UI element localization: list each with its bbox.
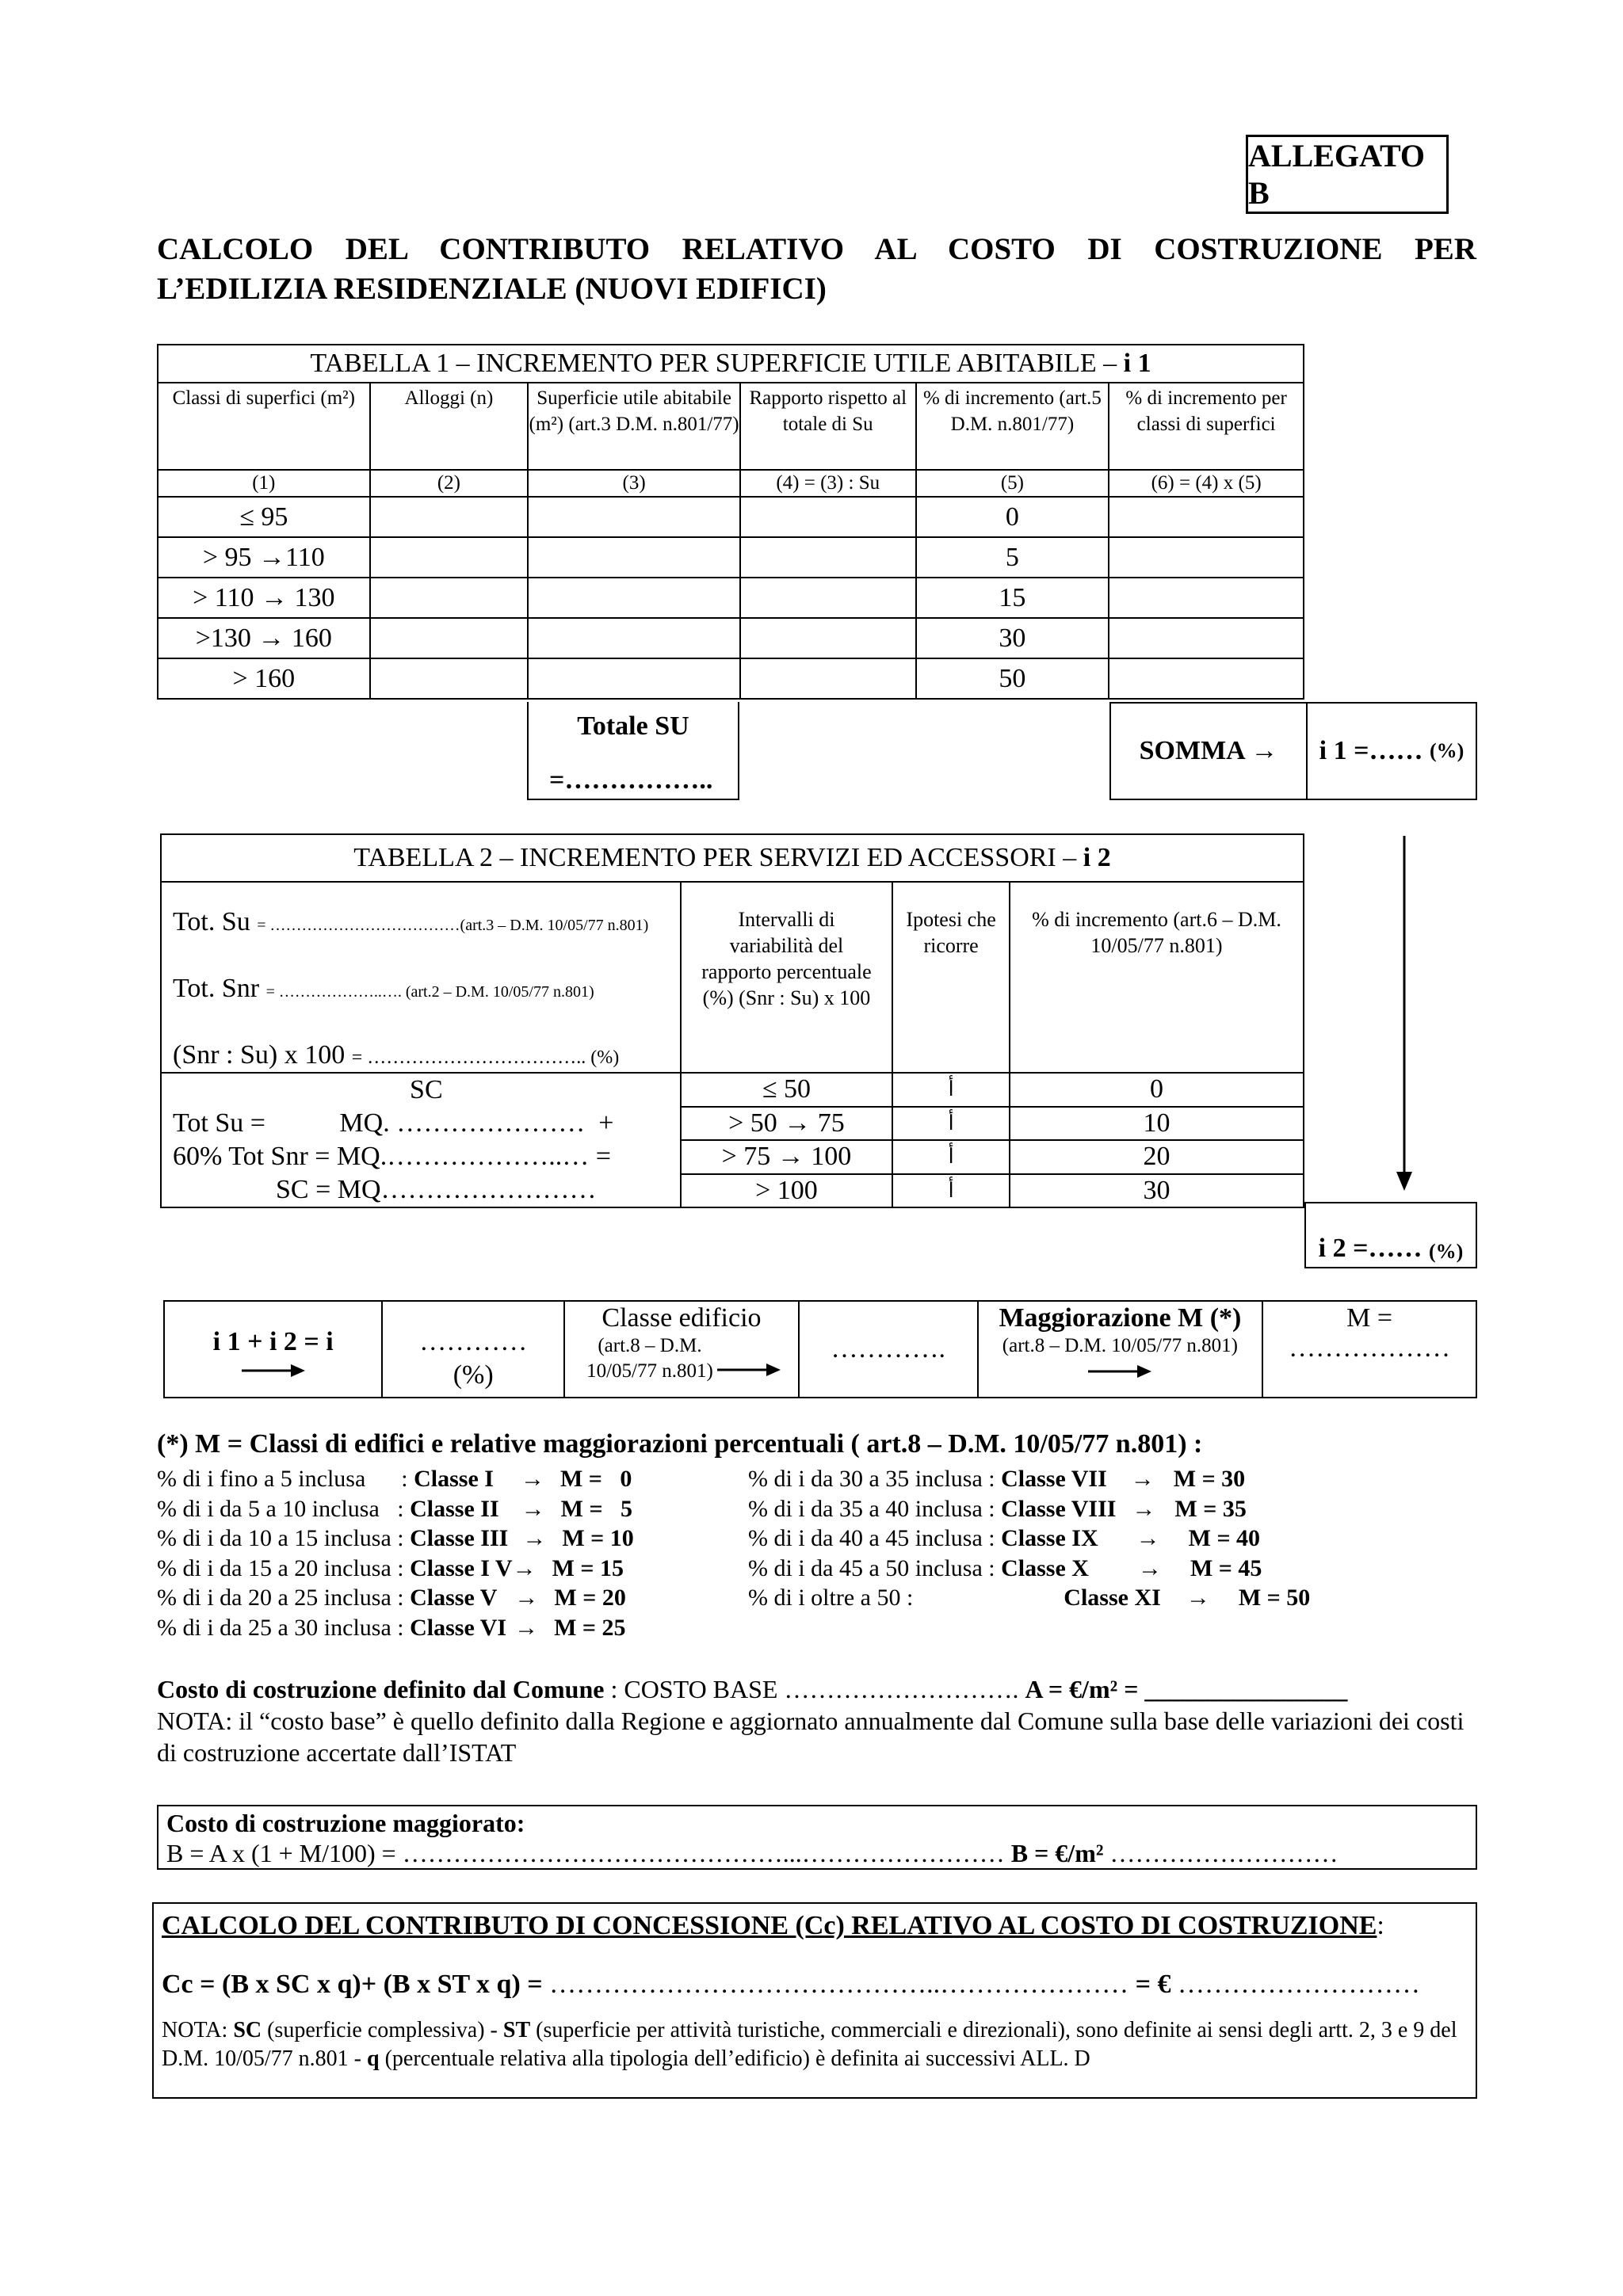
document-title-line1: CALCOLO DEL CONTRIBUTO RELATIVO AL COSTO DI COSTRUZIONE PER [157,232,1476,266]
formula-i: i 1 + i 2 = i [212,1327,334,1356]
classe-item: % di i da 45 a 50 inclusa : Classe X → M = 45 [748,1554,1262,1581]
classe-item: % di i da 35 a 40 inclusa : Classe VIII → M = 35 [748,1495,1247,1522]
classi-left-list [157,1464,634,1642]
sc-line-1[interactable]: Tot Su = MQ. ………………… + [173,1108,614,1138]
somma-box [1109,702,1477,800]
incremento-classe-input[interactable] [1109,578,1304,618]
incremento-cell: 0 [916,497,1109,537]
classe-item: % di i fino a 5 inclusa : Classe I → M = 0 [157,1466,632,1492]
incremento-cell: 50 [916,658,1109,699]
m-label: M = [1346,1303,1393,1333]
sc-cell [161,1073,681,1207]
col-number: (1) [158,470,370,497]
superficie-input[interactable] [528,618,740,658]
alloggi-input[interactable] [370,618,529,658]
right-arrow-icon [242,1361,305,1380]
contributo-title: CALCOLO DEL CONTRIBUTO DI CONCESSIONE (Cc) RELATIVO AL COSTO DI COSTRUZIONE: [162,1911,1384,1940]
tabella-3 [163,1300,1477,1398]
incremento-cell: 0 [1010,1073,1304,1107]
ipotesi-checkbox[interactable]: أ [892,1107,1010,1141]
sc-line-2[interactable]: 60% Tot Snr = MQ.………………..… = [173,1142,611,1171]
contributo-nota: NOTA: SC (superficie complessiva) - ST (superficie per attività turistiche, commerciali e direzionali), sono definite ai sensi degli artt. 2, 3 e 9 del D.M. 10/05/77 n.801 - q (percentuale relativa alla tipologia dell’edificio) è definita ai successivi ALL. D [162,2018,1457,2071]
right-arrow-icon [1088,1359,1151,1383]
rapporto-input[interactable] [740,658,916,699]
ratio-line[interactable]: (Snr : Su) x 100 = …………………………….. (%) [173,1040,620,1070]
classe-item: % di i da 25 a 30 inclusa : Classe VI → M = 25 [157,1614,626,1641]
header-incremento-classi: % di incremento per classi di superfici [1109,383,1304,470]
superficie-input[interactable] [528,578,740,618]
intervallo-cell: > 50 → 75 [681,1107,893,1141]
totale-su-box[interactable] [527,702,739,800]
ipotesi-checkbox[interactable]: أ [892,1140,1010,1174]
classe-title: Classe edificio [601,1303,762,1333]
m-cell[interactable] [1262,1301,1476,1398]
i1-result[interactable]: i 1 =…… (%) [1319,736,1465,765]
maggiorazione-title: Maggiorazione M (*) [999,1303,1242,1333]
header-intervalli: Intervalli di variabilità del rapporto percentuale (%) (Snr : Su) x 100 [681,882,893,1073]
costo-base-section [157,1673,1480,1768]
alloggi-input[interactable] [370,578,529,618]
header-incremento: % di incremento (art.5 D.M. n.801/77) [916,383,1109,470]
i-unit: (%) [453,1360,494,1390]
classe-cell: > 110 → 130 [158,578,370,618]
somma-label: SOMMA → [1111,704,1308,799]
m-value: ……………… [1289,1333,1451,1363]
alloggi-input[interactable] [370,537,529,578]
tabella-2 [160,833,1304,1208]
rapporto-input[interactable] [740,578,916,618]
tot-snr-line[interactable]: Tot. Snr = ………………..…. (art.2 – D.M. 10/05/77 n.801) [173,974,594,1003]
classe-cell: > 160 [158,658,370,699]
i-value-cell[interactable] [382,1301,564,1398]
allegato-label: ALLEGATO B [1246,135,1449,214]
contributo-formula[interactable]: Cc = (B x SC x q)+ (B x ST x q) = ……………………………………..………………… = € ……………………… [162,1970,1421,1999]
classe-item: % di i da 15 a 20 inclusa : Classe I V→ M = 15 [157,1554,624,1581]
superficie-input[interactable] [528,537,740,578]
col-number: (3) [528,470,740,497]
table-row [158,618,1304,658]
intervallo-cell: ≤ 50 [681,1073,893,1107]
col-number: (4) = (3) : Su [740,470,916,497]
totale-su-label: Totale SU [577,711,689,741]
classe-cell: >130 → 160 [158,618,370,658]
tabella-1 [157,344,1304,700]
incremento-cell: 10 [1010,1107,1304,1141]
classe-ref: (art.8 – D.M. 10/05/77 n.801) [586,1335,713,1382]
ipotesi-checkbox[interactable]: أ [892,1174,1010,1208]
maggiorazione-ref: (art.8 – D.M. 10/05/77 n.801) [1002,1335,1238,1356]
classe-item: % di i da 10 a 15 inclusa : Classe III → M = 10 [157,1525,634,1551]
col-number: (2) [370,470,529,497]
incremento-classe-input[interactable] [1109,658,1304,699]
i2-result[interactable]: i 2 =…… (%) [1304,1202,1477,1268]
incremento-cell: 15 [916,578,1109,618]
costo-base-nota: NOTA: il “costo base” è quello definito dalla Regione e aggiornato annualmente dal Comune sulla base delle variazioni dei costi di costruzione accertate dall’ISTAT [157,1707,1465,1767]
classe-item: % di i da 5 a 10 inclusa : Classe II → M = 5 [157,1495,633,1522]
header-alloggi: Alloggi (n) [370,383,529,470]
alloggi-input[interactable] [370,497,529,537]
classe-item: % di i da 30 a 35 inclusa : Classe VII → M = 30 [748,1466,1246,1492]
intervallo-cell: > 75 → 100 [681,1140,893,1174]
classe-item: % di i oltre a 50 : Classe XI → M = 50 [748,1585,1311,1611]
tot-su-line[interactable]: Tot. Su = ………………………………(art.3 – D.M. 10/05/77 n.801) [173,907,649,936]
tabella-1-title: TABELLA 1 – INCREMENTO PER SUPERFICIE UTILE ABITABILE – i 1 [158,345,1304,383]
incremento-classe-input[interactable] [1109,497,1304,537]
classi-section [157,1429,1488,1459]
superficie-input[interactable] [528,497,740,537]
classe-value: …………. [831,1334,945,1363]
formula-i-cell [164,1301,382,1398]
col-number: (6) = (4) x (5) [1109,470,1304,497]
alloggi-input[interactable] [370,658,529,699]
sc-line-3[interactable]: SC = MQ…………………… [276,1175,597,1204]
classe-item: % di i da 20 a 25 inclusa : Classe V → M = 20 [157,1585,626,1611]
sc-title: SC [410,1075,443,1104]
incremento-classe-input[interactable] [1109,618,1304,658]
table-row [158,578,1304,618]
costo-maggiorato-title: Costo di costruzione maggiorato: [166,1809,525,1837]
table-row [158,658,1304,699]
contributo-box [152,1902,1477,2099]
maggiorazione-cell [978,1301,1263,1398]
totale-su-value: =…………….. [549,765,713,795]
rapporto-input[interactable] [740,537,916,578]
classe-item: % di i da 40 a 45 inclusa : Classe IX → M = 40 [748,1525,1261,1551]
superficie-input[interactable] [528,658,740,699]
right-arrow-icon [717,1333,781,1381]
costo-base-line[interactable]: Costo di costruzione definito dal Comune : COSTO BASE ………………………. A = €/m² = ________________ [157,1675,1348,1703]
classe-cell: > 95 →110 [158,537,370,578]
costo-maggiorato-box [157,1805,1477,1870]
document-title-line2: L’EDILIZIA RESIDENZIALE (NUOVI EDIFICI) [157,272,827,306]
classe-cell: ≤ 95 [158,497,370,537]
rapporto-input[interactable] [740,618,916,658]
down-arrow-icon [1388,836,1420,1192]
col-number: (5) [916,470,1109,497]
incremento-cell: 20 [1010,1140,1304,1174]
intervallo-cell: > 100 [681,1174,893,1208]
incremento-cell: 5 [916,537,1109,578]
classe-value-cell[interactable] [799,1301,978,1398]
header-classi: Classi di superfici (m²) [158,383,370,470]
costo-maggiorato-formula[interactable]: B = A x (1 + M/100) = ………………………………………...…………………… B = €/m² ……………………… [166,1839,1338,1867]
header-superficie: Superficie utile abitabile (m²) (art.3 D.M. n.801/77) [528,383,740,470]
header-rapporto: Rapporto rispetto al totale di Su [740,383,916,470]
tabella-2-title: TABELLA 2 – INCREMENTO PER SERVIZI ED ACCESSORI – i 2 [161,834,1304,882]
i-value: ………… [419,1327,528,1356]
incremento-cell: 30 [1010,1174,1304,1208]
rapporto-input[interactable] [740,497,916,537]
classi-right-list [748,1464,1310,1613]
table-row [158,497,1304,537]
ipotesi-checkbox[interactable]: أ [892,1073,1010,1107]
incremento-classe-input[interactable] [1109,537,1304,578]
table-row [158,537,1304,578]
classe-edificio-cell [564,1301,799,1398]
header-ipotesi: Ipotesi che ricorre [892,882,1010,1073]
classi-header: (*) M = Classi di edifici e relative maggiorazioni percentuali ( art.8 – D.M. 10/05/77 n.801) : [157,1429,1203,1459]
tot-su-snr-cell [161,882,681,1073]
header-incremento-2: % di incremento (art.6 – D.M. 10/05/77 n.801) [1010,882,1304,1073]
incremento-cell: 30 [916,618,1109,658]
